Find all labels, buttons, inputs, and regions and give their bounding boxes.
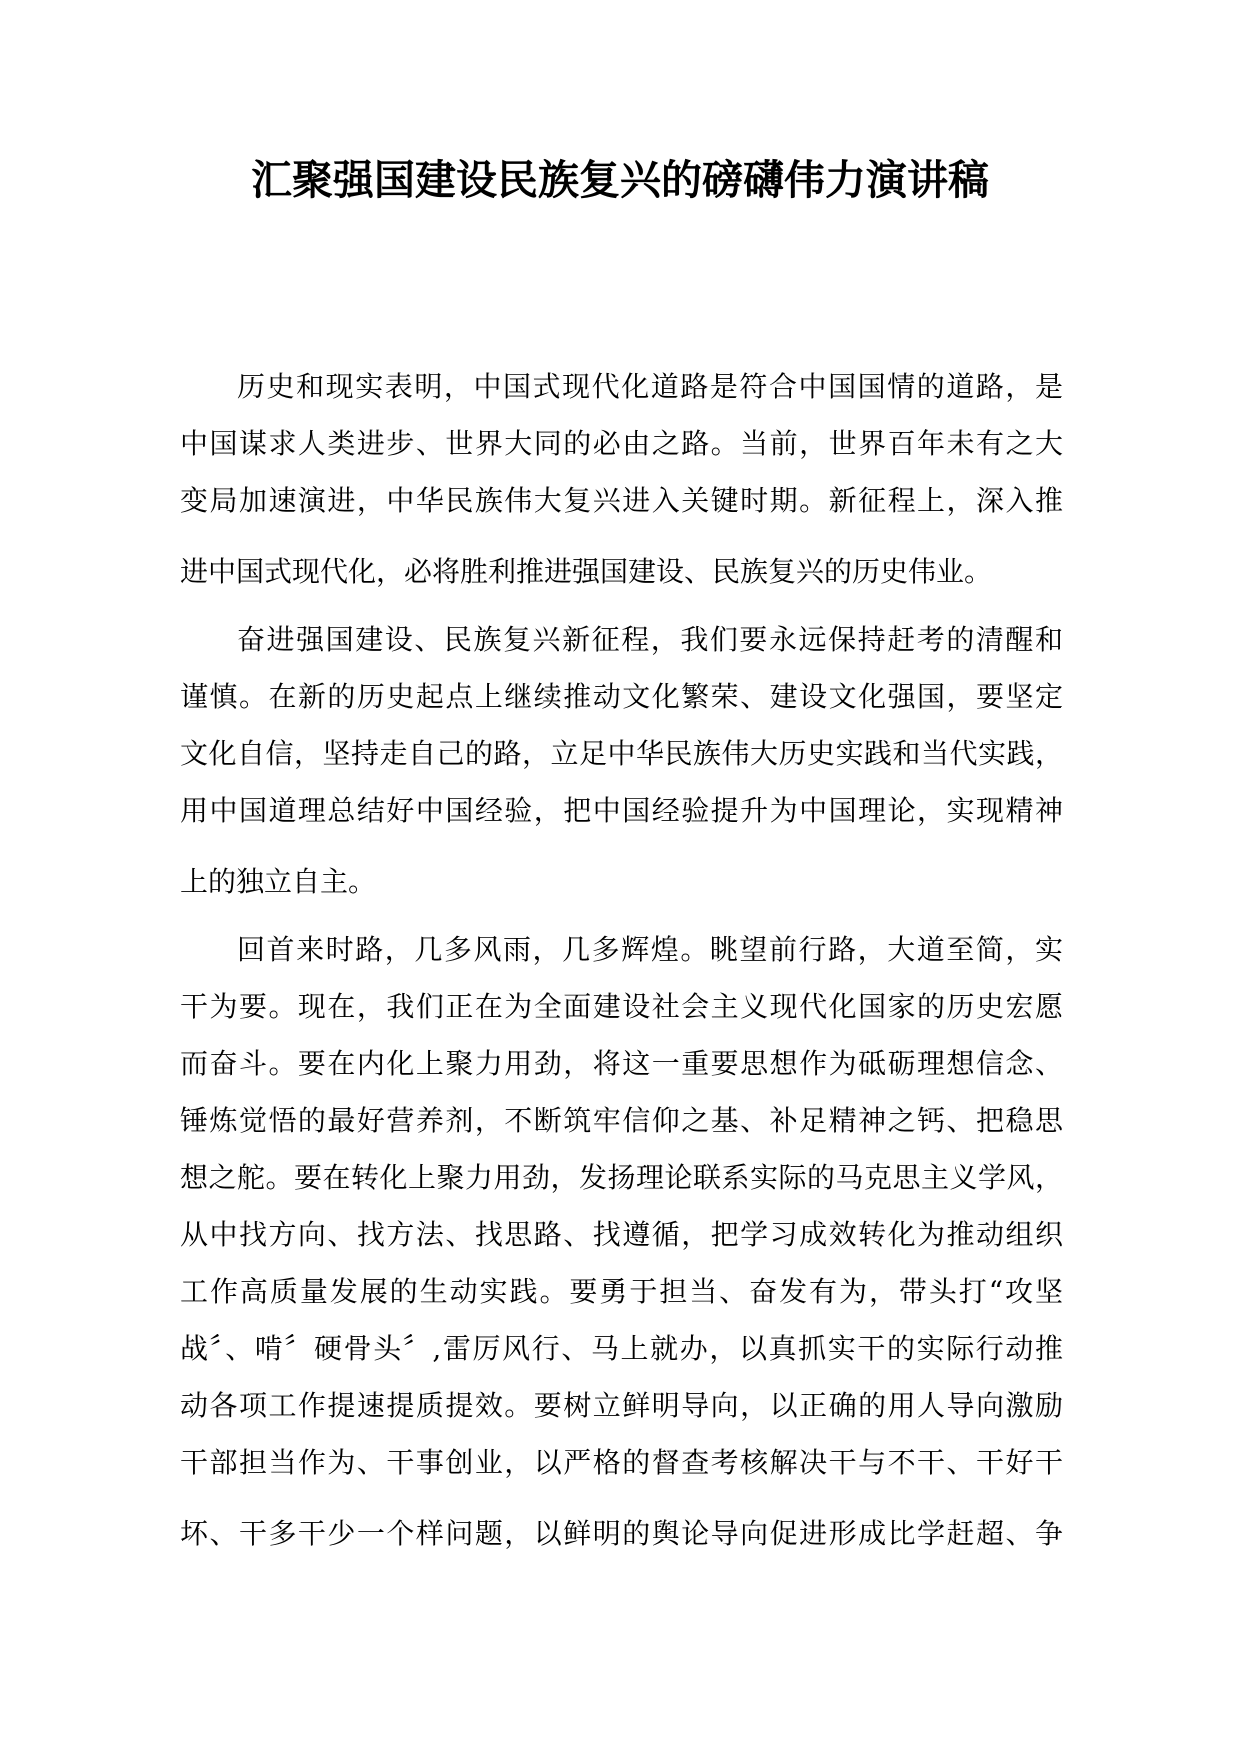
paragraph-3-line-2: 干为要。现在，我们正在为全面建设社会主义现代化国家的历史宏愿 <box>180 990 1063 1023</box>
paragraph-3-line-6: 从中找方向、找方法、找思路、找遵循，把学习成效转化为推动组织 <box>180 1218 1063 1251</box>
paragraph-2-line-2: 谨慎。在新的历史起点上继续推动文化繁荣、建设文化强国，要坚定 <box>180 680 1063 713</box>
paragraph-3-line-4: 锤炼觉悟的最好营养剂，不断筑牢信仰之基、补足精神之钙、把稳思 <box>180 1104 1063 1137</box>
paragraph-3-line-7: 工作高质量发展的生动实践。要勇于担当、奋发有为，带头打“攻坚 <box>180 1275 1063 1308</box>
paragraph-2-line-5: 上的独立自主。 <box>180 865 377 898</box>
paragraph-3-line-1: 回首来时路，几多风雨，几多辉煌。眺望前行路，大道至简，实 <box>237 933 1063 966</box>
paragraph-3-line-8: 战〞、啃〞硬骨头〞,雷厉风行、马上就办，以真抓实干的实际行动推 <box>180 1332 1063 1365</box>
paragraph-2-line-4: 用中国道理总结好中国经验，把中国经验提升为中国理论，实现精神 <box>180 794 1063 827</box>
paragraph-1-line-4: 进中国式现代化，必将胜利推进强国建设、民族复兴的历史伟业。 <box>180 555 993 588</box>
paragraph-3-line-10: 干部担当作为、干事创业，以严格的督查考核解决干与不干、干好干 <box>180 1446 1063 1479</box>
paragraph-3-line-5: 想之舵。要在转化上聚力用劲，发扬理论联系实际的马克思主义学风， <box>180 1161 1063 1194</box>
paragraph-3-line-11: 坏、干多干少一个样问题，以鲜明的舆论导向促进形成比学赶超、争 <box>180 1517 1063 1550</box>
paragraph-3-line-3: 而奋斗。要在内化上聚力用劲，将这一重要思想作为砥砺理想信念、 <box>180 1047 1063 1080</box>
document-title: 汇聚强国建设民族复兴的磅礴伟力演讲稿 <box>251 156 989 204</box>
paragraph-3-line-9: 动各项工作提速提质提效。要树立鲜明导向，以正确的用人导向激励 <box>180 1389 1063 1422</box>
paragraph-2-line-1: 奋进强国建设、民族复兴新征程，我们要永远保持赶考的清醒和 <box>237 623 1063 656</box>
paragraph-1-line-1: 历史和现实表明，中国式现代化道路是符合中国国情的道路，是 <box>237 370 1063 403</box>
paragraph-1-line-2: 中国谋求人类进步、世界大同的必由之路。当前，世界百年未有之大 <box>180 427 1063 460</box>
paragraph-1-line-3: 变局加速演进，中华民族伟大复兴进入关键时期。新征程上，深入推 <box>180 484 1063 517</box>
paragraph-2-line-3: 文化自信，坚持走自己的路，立足中华民族伟大历史实践和当代实践， <box>180 737 1063 770</box>
document-body <box>180 358 1063 1562</box>
